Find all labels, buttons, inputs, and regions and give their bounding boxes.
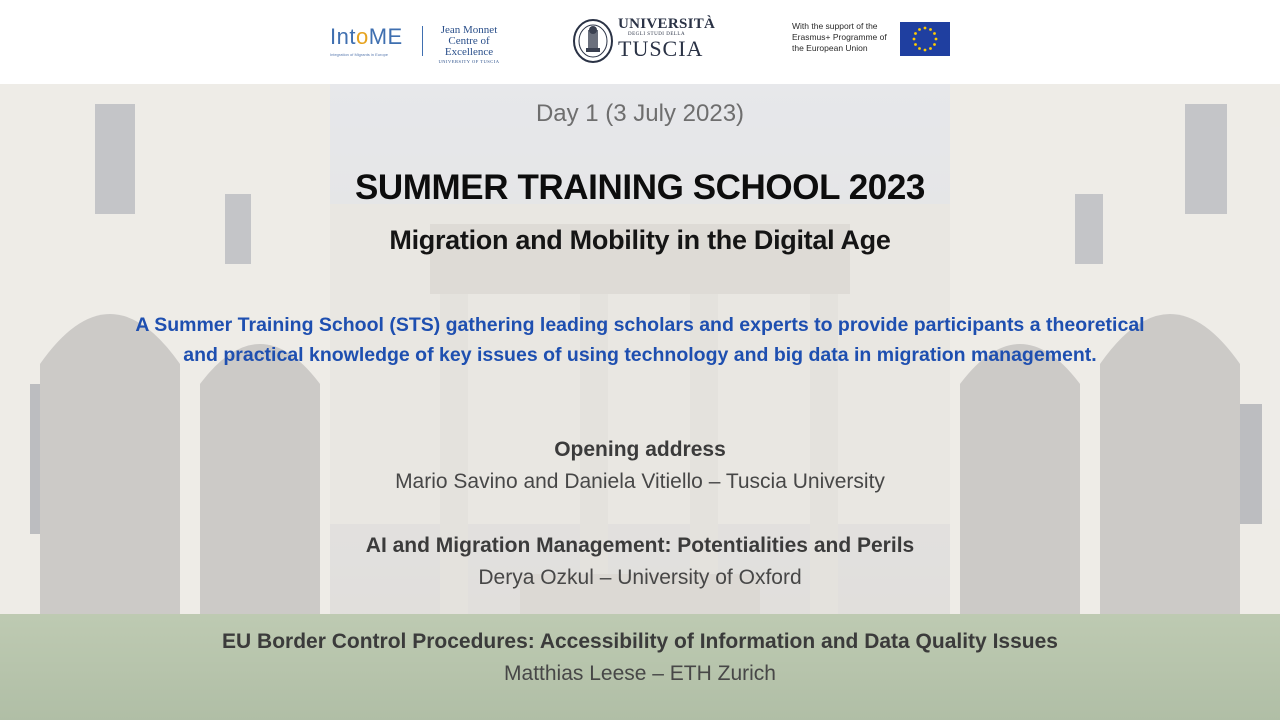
session-title-opening: Opening address <box>554 438 726 461</box>
day-label: Day 1 (3 July 2023) <box>535 100 745 127</box>
tuscia-line1: UNIVERSITÀ <box>618 16 716 32</box>
session-speaker-ai: Derya Ozkul – University of Oxford <box>478 566 802 589</box>
eu-flag-icon <box>900 22 950 56</box>
session-title-ai: AI and Migration Management: Potentialities and Perils <box>365 534 915 557</box>
erasmus-text: With the support of the Erasmus+ Programme of the European Union <box>792 21 887 53</box>
logo-bar <box>0 0 1280 84</box>
description-line2: and practical knowledge of key issues of using technology and big data in migration management. <box>183 344 1097 366</box>
intome-tagline: Integration of Migrants in Europe <box>330 52 389 57</box>
intome-word-o: o <box>355 24 369 49</box>
intome-logo <box>330 22 515 62</box>
intome-word-prefix: Int <box>330 24 356 49</box>
page-subtitle: Migration and Mobility in the Digital Age <box>389 225 891 255</box>
intome-wordmark <box>330 24 403 50</box>
jm-line3: UNIVERSITY OF TUSCIA <box>438 59 500 64</box>
tuscia-seal-icon <box>572 18 614 64</box>
description <box>20 310 1260 370</box>
jm-line1: Jean Monnet <box>440 24 498 36</box>
jm-line2: Centre of Excellence <box>444 35 494 58</box>
intome-word-suffix: ME <box>368 24 403 49</box>
description-line1: A Summer Training School (STS) gathering leading scholars and experts to provide participants a theoretical <box>135 314 1145 336</box>
tuscia-text <box>618 16 714 60</box>
tuscia-line3: TUSCIA <box>618 36 704 61</box>
page-title: SUMMER TRAINING SCHOOL 2023 <box>354 168 926 207</box>
slide-content <box>0 84 1280 720</box>
tuscia-logo <box>572 14 716 68</box>
session-speaker-opening: Mario Savino and Daniela Vitiello – Tuscia University <box>395 470 885 493</box>
session-title-border: EU Border Control Procedures: Accessibility of Information and Data Quality Issues <box>222 630 1058 653</box>
session-speaker-border: Matthias Leese – ETH Zurich <box>504 662 776 685</box>
intome-separator <box>422 26 423 56</box>
erasmus-logo <box>792 20 952 60</box>
tuscia-line2: DEGLI STUDI DELLA <box>628 32 686 37</box>
jean-monnet-text <box>427 25 511 65</box>
